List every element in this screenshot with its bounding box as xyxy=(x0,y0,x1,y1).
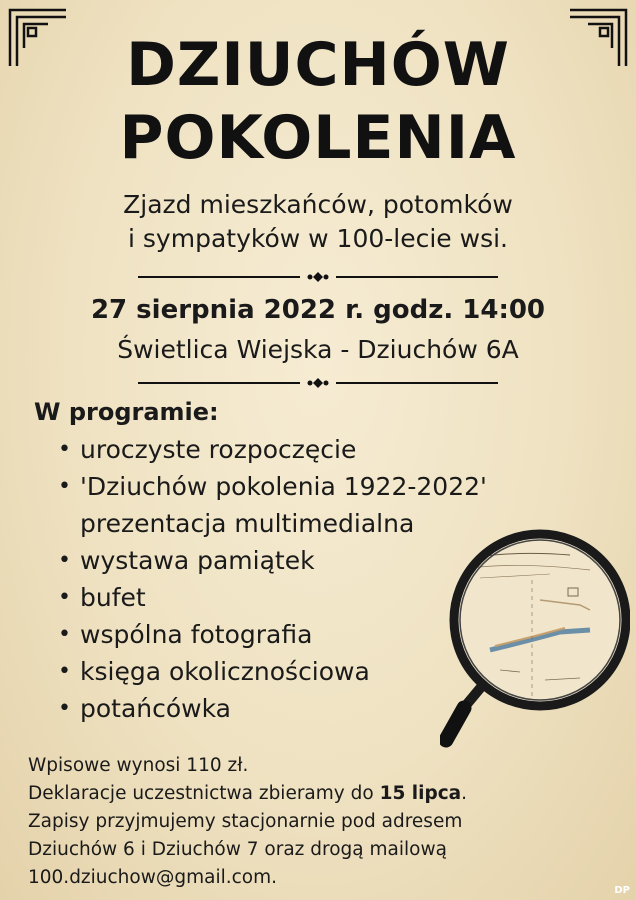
subtitle-line1: Zjazd mieszkańców, potomków xyxy=(123,190,513,219)
subtitle xyxy=(0,188,636,256)
poster-title-line1: DZIUCHÓW xyxy=(126,30,510,100)
signup-line1: Zapisy przyjmujemy stacjonarnie pod adresem xyxy=(28,811,463,832)
email-text: 100.dziuchow@gmail.com. xyxy=(28,867,278,888)
list-item: • księga okolicznościowa xyxy=(58,653,618,690)
declaration-pre: Deklaracje uczestnictwa zbieramy do xyxy=(28,783,380,804)
list-item xyxy=(58,468,618,542)
ornament-divider-icon xyxy=(138,271,498,283)
declaration-post: . xyxy=(461,783,468,804)
declaration-text xyxy=(28,780,618,808)
event-date-time: 27 sierpnia 2022 r. godz. 14:00 xyxy=(90,295,546,325)
fee-text: Wpisowe wynosi 110 zł. xyxy=(28,755,249,776)
poster-title-line2: POKOLENIA xyxy=(119,103,517,173)
declaration-deadline: 15 lipca xyxy=(379,783,462,804)
event-place: Świetlica Wiejska - Dziuchów 6A xyxy=(117,335,519,364)
list-item: • wystawa pamiątek xyxy=(58,542,618,579)
list-item: • bufet xyxy=(58,579,618,616)
watermark: DP xyxy=(614,885,630,896)
list-item-text: 'Dziuchów pokolenia 1922-2022' xyxy=(80,472,487,501)
list-item: • uroczyste rozpoczęcie xyxy=(58,431,618,468)
program-heading: W programie: xyxy=(34,398,219,426)
subtitle-line2: i sympatyków w 100-lecie wsi. xyxy=(128,224,508,253)
list-item-continuation: prezentacja multimedialna xyxy=(80,509,415,538)
ornament-divider-icon xyxy=(138,377,498,389)
footer-info xyxy=(28,752,618,892)
list-item: • wspólna fotografia xyxy=(58,616,618,653)
program-list xyxy=(58,431,618,727)
list-item: • potańcówka xyxy=(58,690,618,727)
signup-line2: Dziuchów 6 i Dziuchów 7 oraz drogą mailową xyxy=(28,839,447,860)
